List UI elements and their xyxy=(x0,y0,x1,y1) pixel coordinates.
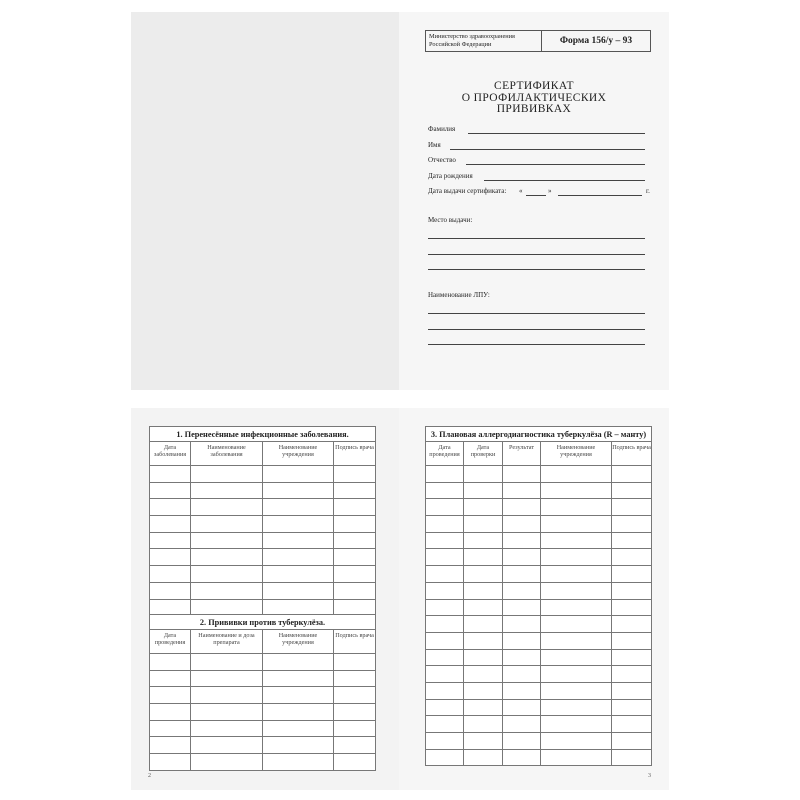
table-cell[interactable] xyxy=(464,482,503,499)
table-cell[interactable] xyxy=(263,654,334,671)
table-cell[interactable] xyxy=(263,516,334,533)
birth-date-label: Дата рождения xyxy=(428,172,473,180)
col-header-result: Результат xyxy=(503,442,541,466)
page-number: 3 xyxy=(648,773,651,779)
table-cell[interactable] xyxy=(612,599,652,616)
table-cell[interactable] xyxy=(503,733,541,750)
table-cell[interactable] xyxy=(612,649,652,666)
col-header-doctor-signature: Подпись врача xyxy=(334,630,376,654)
col-header-doctor-signature: Подпись врача xyxy=(612,442,652,466)
table-cell[interactable] xyxy=(541,632,612,649)
table-row xyxy=(426,733,652,750)
name-line xyxy=(450,149,645,150)
table-cell[interactable] xyxy=(612,749,652,766)
table-cell[interactable] xyxy=(426,599,464,616)
table-cell[interactable] xyxy=(541,499,612,516)
table-cell[interactable] xyxy=(334,482,376,499)
table-cell[interactable] xyxy=(612,716,652,733)
table-cell[interactable] xyxy=(426,482,464,499)
col-header-procedure-date: Дата проведения xyxy=(150,630,191,654)
table-cell[interactable] xyxy=(191,654,263,671)
table-cell[interactable] xyxy=(426,499,464,516)
table-row xyxy=(150,687,376,704)
table-row xyxy=(150,670,376,687)
table-cell[interactable] xyxy=(541,682,612,699)
table-cell[interactable] xyxy=(150,532,191,549)
table-cell[interactable] xyxy=(263,704,334,721)
title-line-1: СЕРТИФИКАТ xyxy=(494,80,574,92)
table-cell[interactable] xyxy=(612,499,652,516)
quote-open: « xyxy=(519,187,523,195)
table-title: 3. Плановая аллергодиагностика туберкулёза (R – манту) xyxy=(426,427,652,442)
table-row xyxy=(426,699,652,716)
table-cell[interactable] xyxy=(426,716,464,733)
table-cell[interactable] xyxy=(426,516,464,533)
title-line-2: О ПРОФИЛАКТИЧЕСКИХ xyxy=(461,91,607,104)
table-row xyxy=(150,532,376,549)
table-cell[interactable] xyxy=(150,582,191,599)
table-cell[interactable] xyxy=(503,666,541,683)
table-cell[interactable] xyxy=(503,499,541,516)
table-cell[interactable] xyxy=(426,649,464,666)
table-row xyxy=(426,632,652,649)
table-cell[interactable] xyxy=(150,516,191,533)
place-line-2[interactable] xyxy=(428,254,645,255)
lpu-line-2[interactable] xyxy=(428,329,645,330)
table-cell[interactable] xyxy=(191,566,263,583)
table-cell[interactable] xyxy=(503,649,541,666)
table-cell[interactable] xyxy=(464,682,503,699)
issue-month-line xyxy=(558,195,642,196)
table-cell[interactable] xyxy=(191,516,263,533)
table-cell[interactable] xyxy=(191,720,263,737)
table-cell[interactable] xyxy=(541,599,612,616)
table-cell[interactable] xyxy=(612,699,652,716)
table-row xyxy=(426,532,652,549)
page-number: 2 xyxy=(148,773,151,779)
table-cell[interactable] xyxy=(541,516,612,533)
table-cell[interactable] xyxy=(263,499,334,516)
table-cell[interactable] xyxy=(426,582,464,599)
table-cell[interactable] xyxy=(612,582,652,599)
table-cell[interactable] xyxy=(334,516,376,533)
table-cell[interactable] xyxy=(612,532,652,549)
infectious-diseases-table xyxy=(149,426,376,616)
certificate-title xyxy=(399,81,669,116)
table-cell[interactable] xyxy=(263,532,334,549)
table-cell[interactable] xyxy=(541,749,612,766)
table-row xyxy=(426,599,652,616)
mantoux-test-table xyxy=(425,426,652,766)
table-cell[interactable] xyxy=(464,499,503,516)
table-cell[interactable] xyxy=(464,466,503,483)
tuberculosis-vaccinations-table xyxy=(149,614,376,771)
table-cell[interactable] xyxy=(150,704,191,721)
table-cell[interactable] xyxy=(334,737,376,754)
col-header-procedure-date: Дата проведения xyxy=(426,442,464,466)
page-3 xyxy=(399,408,669,790)
table-cell[interactable] xyxy=(541,699,612,716)
table-cell[interactable] xyxy=(191,482,263,499)
table-cell[interactable] xyxy=(150,720,191,737)
col-header-doctor-signature: Подпись врача xyxy=(334,442,376,466)
table-row xyxy=(426,682,652,699)
table-cell[interactable] xyxy=(503,582,541,599)
table-cell[interactable] xyxy=(334,670,376,687)
table-cell[interactable] xyxy=(541,532,612,549)
table-cell[interactable] xyxy=(464,516,503,533)
table-cell[interactable] xyxy=(334,654,376,671)
form-header-box xyxy=(425,30,651,52)
table-cell[interactable] xyxy=(426,682,464,699)
table-cell[interactable] xyxy=(541,616,612,633)
table-cell[interactable] xyxy=(150,566,191,583)
table-cell[interactable] xyxy=(150,482,191,499)
table-cell[interactable] xyxy=(464,632,503,649)
table-cell[interactable] xyxy=(426,616,464,633)
issue-date-field[interactable] xyxy=(428,187,650,197)
table-cell[interactable] xyxy=(503,682,541,699)
table-cell[interactable] xyxy=(191,704,263,721)
table-row xyxy=(150,516,376,533)
col-header-institution: Наименование учреждения xyxy=(263,442,334,466)
table-cell[interactable] xyxy=(464,616,503,633)
name-label: Имя xyxy=(428,141,441,149)
table-cell[interactable] xyxy=(426,666,464,683)
table-row xyxy=(150,582,376,599)
page-2 xyxy=(131,408,399,790)
table-row xyxy=(150,566,376,583)
table-cell[interactable] xyxy=(612,632,652,649)
table-cell[interactable] xyxy=(191,532,263,549)
table-cell[interactable] xyxy=(426,532,464,549)
table-cell[interactable] xyxy=(612,666,652,683)
table-cell[interactable] xyxy=(612,616,652,633)
table-cell[interactable] xyxy=(426,699,464,716)
col-header-illness-date: Дата заболевания xyxy=(150,442,191,466)
table-cell[interactable] xyxy=(263,549,334,566)
table-cell[interactable] xyxy=(150,687,191,704)
table-cell[interactable] xyxy=(503,482,541,499)
lpu-label: Наименование ЛПУ: xyxy=(428,291,490,299)
table-row xyxy=(150,720,376,737)
issue-date-label: Дата выдачи сертификата: xyxy=(428,187,507,195)
table-cell[interactable] xyxy=(612,466,652,483)
table-cell[interactable] xyxy=(464,716,503,733)
table-cell[interactable] xyxy=(150,499,191,516)
table-cell[interactable] xyxy=(334,549,376,566)
col-header-check-date: Дата проверки xyxy=(464,442,503,466)
table-cell[interactable] xyxy=(503,516,541,533)
table-row xyxy=(426,499,652,516)
certificate-title-page xyxy=(399,12,669,390)
table-cell[interactable] xyxy=(541,582,612,599)
table-cell[interactable] xyxy=(541,549,612,566)
table-cell[interactable] xyxy=(464,749,503,766)
lpu-line-1[interactable] xyxy=(428,313,645,314)
table-cell[interactable] xyxy=(191,737,263,754)
table-row xyxy=(426,716,652,733)
table-row xyxy=(426,666,652,683)
table-cell[interactable] xyxy=(464,599,503,616)
table-cell[interactable] xyxy=(426,632,464,649)
table-cell[interactable] xyxy=(191,499,263,516)
table-cell[interactable] xyxy=(150,670,191,687)
table-cell[interactable] xyxy=(541,733,612,750)
table-cell[interactable] xyxy=(612,566,652,583)
table-cell[interactable] xyxy=(612,549,652,566)
table-cell[interactable] xyxy=(464,649,503,666)
table-cell[interactable] xyxy=(334,582,376,599)
year-suffix: г. xyxy=(646,187,650,195)
table-cell[interactable] xyxy=(503,699,541,716)
table-cell[interactable] xyxy=(263,670,334,687)
patronymic-line xyxy=(466,164,645,165)
table-cell[interactable] xyxy=(426,466,464,483)
patronymic-field[interactable] xyxy=(428,156,645,166)
table-cell[interactable] xyxy=(541,466,612,483)
table-cell[interactable] xyxy=(263,737,334,754)
table-cell[interactable] xyxy=(464,582,503,599)
col-header-disease-name: Наименование заболевания xyxy=(191,442,263,466)
surname-label: Фамилия xyxy=(428,125,456,133)
birth-date-field[interactable] xyxy=(428,172,645,182)
table-cell[interactable] xyxy=(150,754,191,771)
table-cell[interactable] xyxy=(464,532,503,549)
table-cell[interactable] xyxy=(334,566,376,583)
table-cell[interactable] xyxy=(503,599,541,616)
place-line-3[interactable] xyxy=(428,269,645,270)
place-of-issue-label: Место выдачи: xyxy=(428,216,473,224)
table-cell[interactable] xyxy=(334,687,376,704)
place-line-1[interactable] xyxy=(428,238,645,239)
table-cell[interactable] xyxy=(612,682,652,699)
inside-cover-blank-page xyxy=(131,12,399,390)
table-row xyxy=(150,482,376,499)
table-row xyxy=(150,549,376,566)
table-cell[interactable] xyxy=(334,532,376,549)
table-row xyxy=(150,499,376,516)
table-cell[interactable] xyxy=(263,582,334,599)
table-cell[interactable] xyxy=(503,532,541,549)
table-row xyxy=(426,549,652,566)
table-row xyxy=(150,737,376,754)
title-line-3: ПРИВИВКАХ xyxy=(496,103,572,115)
table-row xyxy=(426,466,652,483)
table-cell[interactable] xyxy=(263,482,334,499)
table-row xyxy=(150,654,376,671)
table-cell[interactable] xyxy=(426,549,464,566)
birth-date-line xyxy=(484,180,645,181)
form-number: Форма 156/у – 93 xyxy=(559,36,633,46)
table-cell[interactable] xyxy=(541,716,612,733)
table-cell[interactable] xyxy=(191,687,263,704)
table-row xyxy=(150,466,376,483)
table-cell[interactable] xyxy=(503,466,541,483)
table-cell[interactable] xyxy=(464,699,503,716)
table-cell[interactable] xyxy=(191,549,263,566)
patronymic-label: Отчество xyxy=(428,156,456,164)
table-row xyxy=(426,482,652,499)
table-cell[interactable] xyxy=(464,566,503,583)
table-row xyxy=(426,749,652,766)
table-cell[interactable] xyxy=(263,720,334,737)
table-cell[interactable] xyxy=(464,666,503,683)
table-title: 2. Прививки против туберкулёза. xyxy=(150,615,376,630)
table-cell[interactable] xyxy=(150,549,191,566)
surname-line xyxy=(468,133,645,134)
col-header-institution: Наименование учреждения xyxy=(541,442,612,466)
table-cell[interactable] xyxy=(334,720,376,737)
col-header-drug-and-dose: Наименование и доза препарата xyxy=(191,630,263,654)
table-cell[interactable] xyxy=(263,687,334,704)
table-row xyxy=(426,516,652,533)
table-cell[interactable] xyxy=(334,466,376,483)
table-cell[interactable] xyxy=(263,754,334,771)
table-cell[interactable] xyxy=(541,649,612,666)
table-cell[interactable] xyxy=(503,616,541,633)
table-cell[interactable] xyxy=(263,566,334,583)
table-cell[interactable] xyxy=(612,482,652,499)
table-cell[interactable] xyxy=(191,670,263,687)
table-cell[interactable] xyxy=(426,749,464,766)
ministry-label: Министерство здравоохранения Российской Федерации xyxy=(426,31,542,51)
table-row xyxy=(150,704,376,721)
table-cell[interactable] xyxy=(612,516,652,533)
table-cell[interactable] xyxy=(503,549,541,566)
table-cell[interactable] xyxy=(334,704,376,721)
table-cell[interactable] xyxy=(464,733,503,750)
table-cell[interactable] xyxy=(191,582,263,599)
issue-day-line xyxy=(526,195,546,196)
table-title: 1. Перенесённые инфекционные заболевания. xyxy=(150,427,376,442)
table-cell[interactable] xyxy=(334,499,376,516)
table-cell[interactable] xyxy=(191,466,263,483)
surname-field[interactable] xyxy=(428,125,645,135)
table-cell[interactable] xyxy=(503,632,541,649)
col-header-institution: Наименование учреждения xyxy=(263,630,334,654)
table-cell[interactable] xyxy=(426,566,464,583)
table-cell[interactable] xyxy=(541,666,612,683)
table-cell[interactable] xyxy=(503,566,541,583)
table-cell[interactable] xyxy=(541,566,612,583)
table-cell[interactable] xyxy=(503,749,541,766)
name-field[interactable] xyxy=(428,141,645,151)
table-cell[interactable] xyxy=(263,466,334,483)
table-cell[interactable] xyxy=(191,754,263,771)
table-cell[interactable] xyxy=(541,482,612,499)
table-row xyxy=(150,754,376,771)
table-cell[interactable] xyxy=(334,754,376,771)
table-cell[interactable] xyxy=(503,716,541,733)
table-row xyxy=(426,649,652,666)
quote-close: » xyxy=(548,187,552,195)
table-row xyxy=(426,566,652,583)
table-cell[interactable] xyxy=(150,466,191,483)
table-cell[interactable] xyxy=(612,733,652,750)
lpu-line-3[interactable] xyxy=(428,344,645,345)
table-row xyxy=(426,582,652,599)
table-cell[interactable] xyxy=(426,733,464,750)
table-cell[interactable] xyxy=(464,549,503,566)
table-cell[interactable] xyxy=(150,737,191,754)
table-row xyxy=(426,616,652,633)
table-cell[interactable] xyxy=(150,654,191,671)
